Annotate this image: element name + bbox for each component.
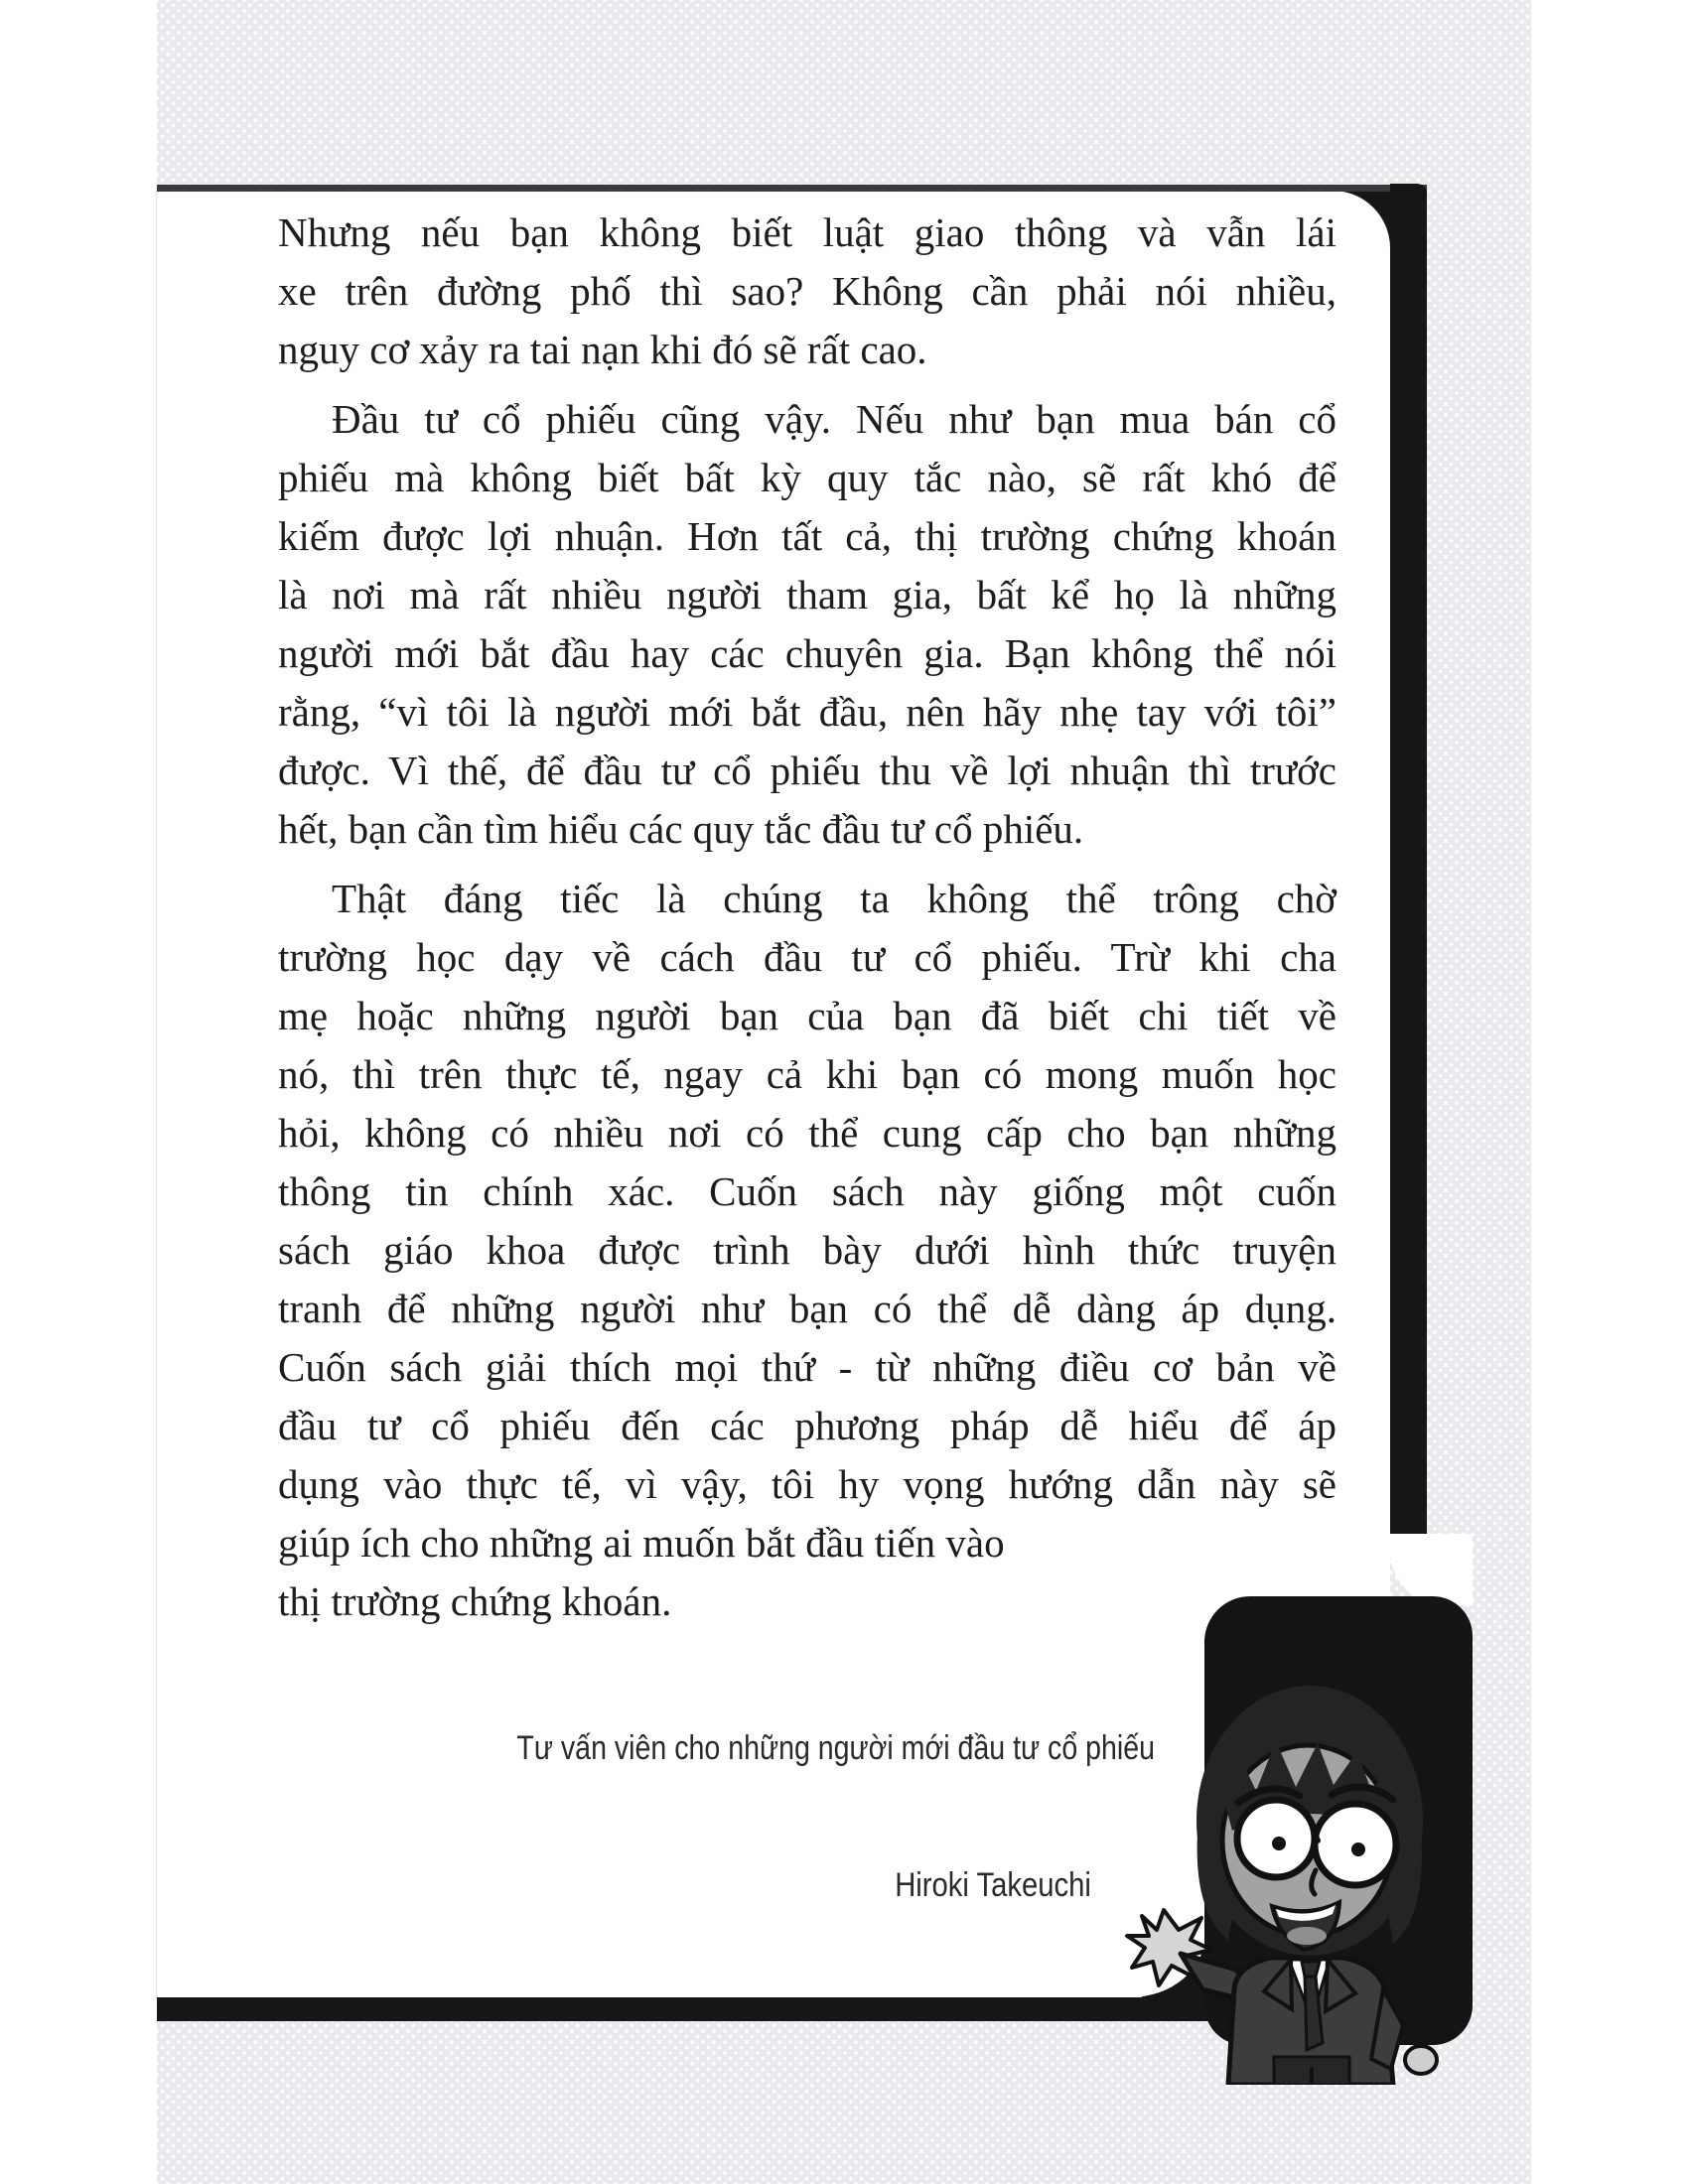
text-line: nó, thì trên thực tế, ngay cả khi bạn có mong muốn học: [278, 1051, 1336, 1097]
frame-top-rule: [157, 185, 1427, 192]
text-line: Cuốn sách giải thích mọi thứ - từ những điều cơ bản về: [278, 1344, 1336, 1390]
text-line: hết, bạn cần tìm hiểu các quy tắc đầu tư cổ phiếu.: [278, 806, 1084, 852]
text-line: giúp ích cho những ai muốn bắt đầu tiến vào: [278, 1520, 1005, 1566]
text-line: là nơi mà rất nhiều người tham gia, bất kể họ là những: [278, 572, 1336, 617]
text-line: Đầu tư cổ phiếu cũng vậy. Nếu như bạn mua bán cổ: [332, 396, 1336, 442]
page-text: [278, 204, 1336, 1631]
advisor-character-illustration-icon: [1087, 1680, 1484, 2085]
text-line: xe trên đường phố thì sao? Không cần phải nói nhiều,: [278, 268, 1336, 314]
text-line: kiếm được lợi nhuận. Hơn tất cả, thị trường chứng khoán: [278, 513, 1336, 559]
text-line: dụng vào thực tế, vì vậy, tôi hy vọng hướng dẫn này sẽ: [278, 1461, 1336, 1507]
text-line: thị trường chứng khoán.: [278, 1578, 672, 1624]
text-line: mẹ hoặc những người bạn của bạn đã biết chi tiết về: [278, 993, 1336, 1038]
text-line: trường học dạy về cách đầu tư cổ phiếu. Trừ khi cha: [278, 934, 1336, 980]
text-line: nguy cơ xảy ra tai nạn khi đó sẽ rất cao.: [278, 327, 927, 372]
text-line: hỏi, không có nhiều nơi có thể cung cấp cho bạn những: [278, 1110, 1336, 1156]
author-signature: Hiroki Takeuchi: [895, 1866, 1091, 1904]
text-line: người mới bắt đầu hay các chuyên gia. Bạn không thể nói: [278, 630, 1336, 676]
text-line: tranh để những người như bạn có thể dễ dàng áp dụng.: [278, 1286, 1336, 1331]
text-line: phiếu mà không biết bất kỳ quy tắc nào, sẽ rất khó để: [278, 455, 1336, 500]
text-line: Nhưng nếu bạn không biết luật giao thông và vẫn lái: [278, 209, 1336, 255]
text-line: thông tin chính xác. Cuốn sách này giống một cuốn: [278, 1168, 1336, 1214]
text-line: rằng, “vì tôi là người mới bắt đầu, nên hãy nhẹ tay với tôi”: [278, 689, 1336, 735]
text-line: được. Vì thế, để đầu tư cổ phiếu thu về lợi nhuận thì trước: [278, 748, 1336, 793]
text-line: sách giáo khoa được trình bày dưới hình thức truyện: [278, 1227, 1336, 1273]
text-line: Thật đáng tiếc là chúng ta không thể trông chờ: [332, 876, 1336, 921]
author-role-byline: Tư vấn viên cho những người mới đầu tư cổ phiếu: [516, 1729, 1155, 1767]
text-line: đầu tư cổ phiếu đến các phương pháp dễ hiểu để áp: [278, 1403, 1336, 1448]
frame-right-bar: [1390, 184, 1427, 1544]
